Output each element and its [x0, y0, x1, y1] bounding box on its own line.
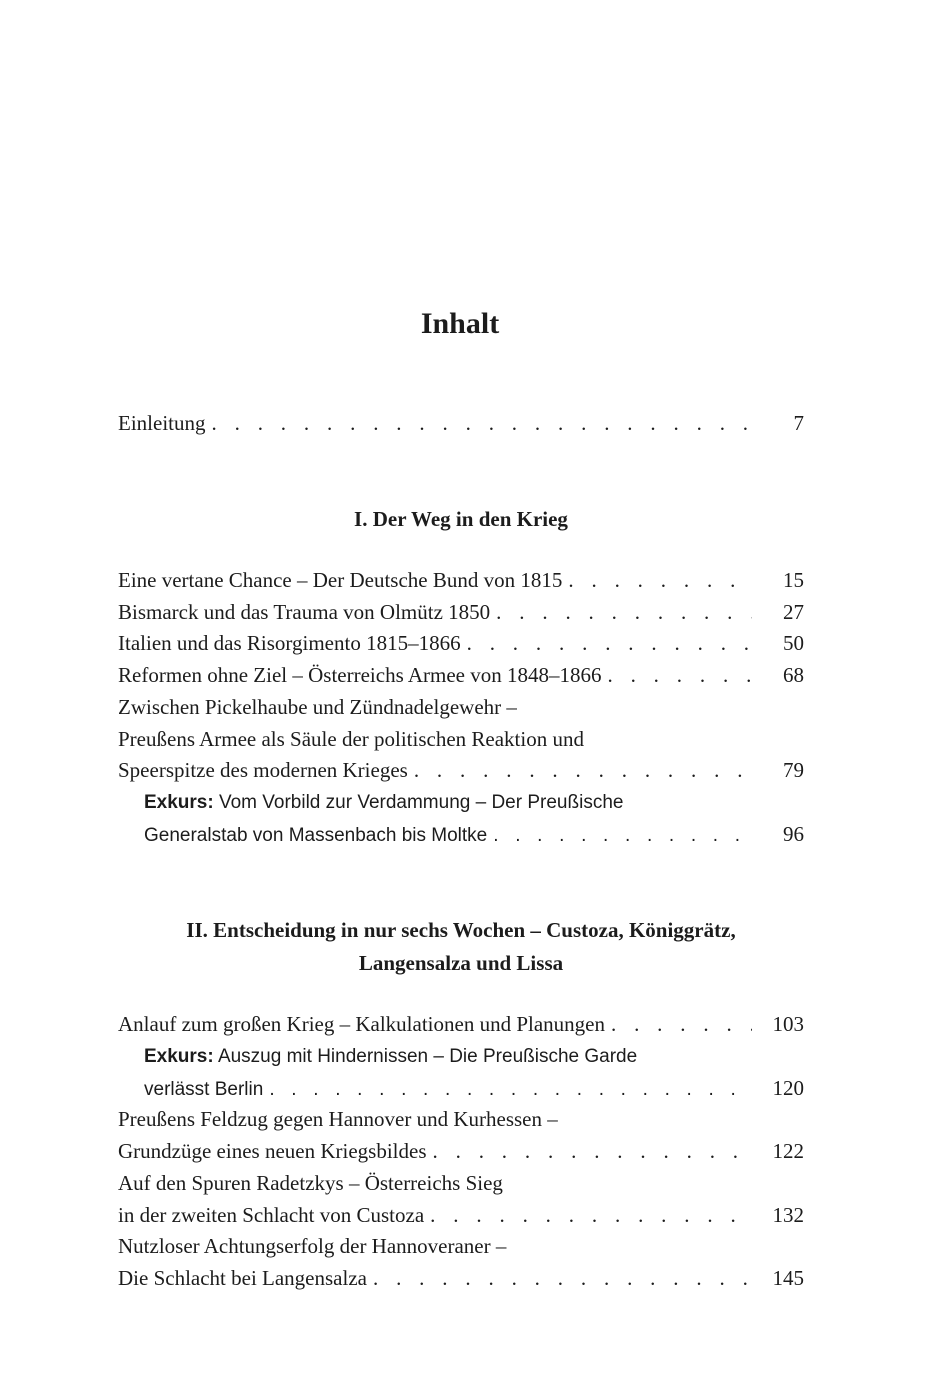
exkurs-label: Exkurs: [144, 792, 214, 813]
toc-page-number: 15 [783, 568, 804, 592]
dot-leader [424, 1200, 752, 1232]
toc-page-number: 79 [783, 758, 804, 783]
toc-entry-label: in der zweiten Schlacht von Custoza [118, 1202, 425, 1227]
toc-entry-label-line: Preußens Armee als Säule der politischen Reaktion und [118, 726, 584, 751]
toc-entry-label-line: Auszug mit Hindernissen – Die Preußische Garde [217, 1046, 638, 1067]
toc-entry-label: Anlauf zum großen Krieg – Kalkulationen und Planungen [118, 1012, 605, 1036]
section-heading-line: II. Entscheidung in nur sechs Wochen – Custoza, Königgrätz, [186, 918, 736, 942]
toc-entry[interactable] [118, 597, 804, 629]
toc-page-number: 122 [772, 1138, 804, 1163]
section-heading-line: I. Der Weg in den Krieg [354, 507, 568, 531]
toc-entry-label: Eine vertane Chance – Der Deutsche Bund von 1815 [118, 568, 563, 592]
toc-entry-label-line: Vom Vorbild zur Verdammung – Der Preußische [218, 792, 624, 813]
toc-entry[interactable] [118, 692, 804, 787]
toc-page-number: 120 [772, 1075, 804, 1100]
toc-entry-label: Grundzüge eines neuen Kriegsbildes [118, 1138, 427, 1163]
toc-entry-label: Bismarck und das Trauma von Olmütz 1850 [118, 600, 491, 624]
dot-leader [487, 820, 752, 852]
toc-entry-label: Italien und das Risorgimento 1815–1866 [118, 631, 461, 655]
toc-entry-label: Generalstab von Massenbach bis Moltke [144, 824, 488, 846]
toc-entry-label: Die Schlacht bei Langensalza [118, 1265, 367, 1290]
dot-leader [206, 408, 753, 440]
toc-entry[interactable] [118, 628, 804, 660]
toc-entry[interactable] [118, 1231, 804, 1294]
toc-page-number: 68 [783, 663, 804, 687]
toc-entry-label: Reformen ohne Ziel – Österreichs Armee von 1848–1866 [118, 663, 602, 687]
toc-entry[interactable] [118, 1104, 804, 1167]
page-title: Inhalt [420, 307, 500, 340]
section-heading-2 [118, 914, 804, 980]
dot-leader [367, 1263, 752, 1295]
toc-entry-label-line: Auf den Spuren Radetzkys – Österreichs Sieg [118, 1171, 503, 1195]
toc-page-number: 132 [772, 1202, 804, 1227]
toc-page-number: 27 [783, 600, 804, 624]
toc-entry-label-line: Nutzloser Achtungserfolg der Hannoveraner – [118, 1234, 507, 1258]
toc-exkurs-entry[interactable] [144, 787, 804, 851]
toc-page-number: 96 [783, 821, 804, 846]
toc-entry[interactable] [118, 1168, 804, 1231]
toc-entry-label: verlässt Berlin [144, 1078, 264, 1100]
dot-leader [601, 660, 752, 692]
toc-entry-label: Einleitung [118, 411, 206, 435]
toc-entry-einleitung[interactable] [118, 408, 804, 440]
toc-page-number: 103 [772, 1012, 804, 1036]
section-heading-1 [118, 503, 804, 536]
toc-entry[interactable] [118, 1009, 804, 1041]
toc-entry[interactable] [118, 565, 804, 597]
dot-leader [461, 628, 752, 660]
toc-exkurs-entry[interactable] [144, 1041, 804, 1105]
toc-page-number: 145 [772, 1265, 804, 1290]
dot-leader [263, 1074, 752, 1106]
dot-leader [490, 597, 752, 629]
dot-leader [427, 1136, 753, 1168]
toc-page-number: 7 [793, 411, 804, 435]
toc-entry-label-line: Preußens Feldzug gegen Hannover und Kurhessen – [118, 1107, 558, 1131]
section-heading-line: Langensalza und Lissa [358, 951, 564, 975]
toc-entry-label-line: Zwischen Pickelhaube und Zündnadelgewehr – [118, 695, 517, 719]
dot-leader [408, 755, 752, 787]
exkurs-label: Exkurs: [144, 1046, 214, 1067]
toc-entry-label: Speerspitze des modernen Krieges [118, 758, 408, 783]
toc-page-number: 50 [783, 631, 804, 655]
dot-leader [562, 565, 752, 597]
toc-entry[interactable] [118, 660, 804, 692]
dot-leader [605, 1009, 752, 1041]
